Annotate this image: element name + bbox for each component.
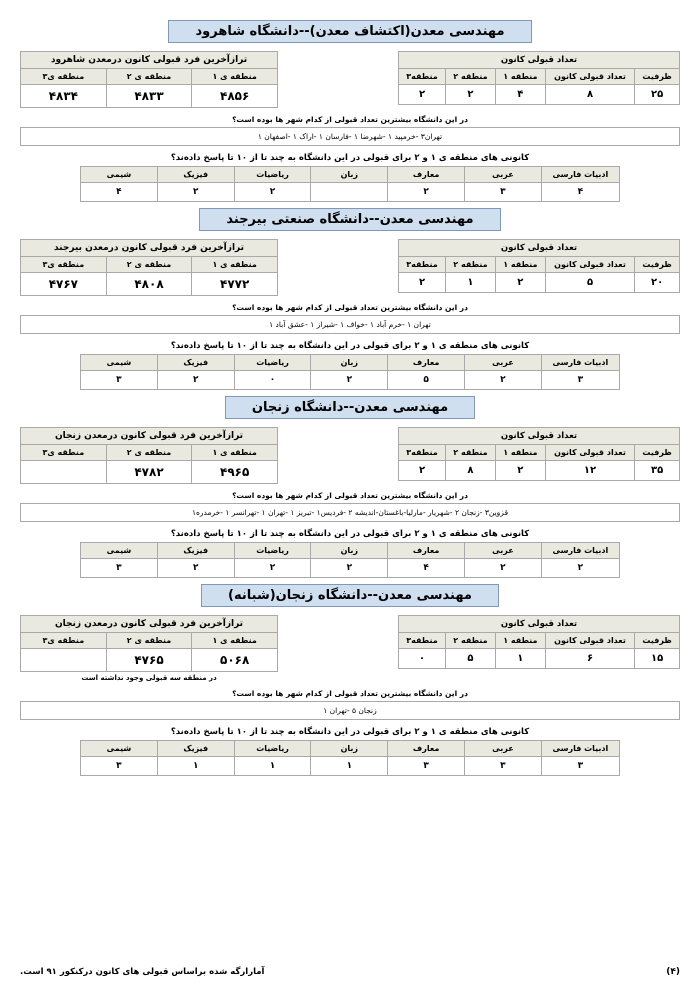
lesson-val-language: ۱ [311,757,388,776]
admissions-count-header: تعداد قبولی کانون [399,428,680,445]
taraz-col-zone3: منطقه ی۳ [21,257,107,273]
lesson-val-maaref: ۳ [388,757,465,776]
question-lessons: کانونی های منطقه ی ۱ و ۲ برای قبولی در این دانشگاه به چند تا از ۱۰ تا پاسخ داده‌ند؟ [170,153,530,163]
val-zone2: ۸ [446,461,496,481]
val-zone2: ۱ [446,273,496,293]
val-zone3: ۲ [399,273,446,293]
taraz-val-zone3 [21,461,107,484]
taraz-header: ترازآخرین فرد قبولی کانون درمعدن شاهرود [21,52,278,69]
taraz-val-zone2: ۴۷۸۲ [106,461,192,484]
page-number: (۴) [666,967,680,977]
lesson-col-maaref: معارف [388,167,465,183]
col-capacity: ظرفیت [635,69,680,85]
lesson-col-maaref: معارف [388,543,465,559]
section-title-text: مهندسی معدن(اکتشاف معدن)--دانشگاه شاهرود [168,20,531,43]
lesson-col-arabic: عربی [465,167,542,183]
lesson-col-math: ریاضیات [234,167,311,183]
val-kanoon-total: ۶ [545,649,634,669]
val-capacity: ۲۰ [635,273,680,293]
taraz-val-zone1: ۴۷۷۲ [192,273,278,296]
lesson-col-chemistry: شیمی [81,355,158,371]
val-zone2: ۵ [446,649,496,669]
lesson-val-chemistry: ۳ [81,371,158,390]
taraz-col-zone3: منطقه ی۳ [21,633,107,649]
val-capacity: ۲۵ [635,85,680,105]
taraz-val-zone2: ۴۷۶۵ [106,649,192,672]
question-city: در این دانشگاه بیشترین تعداد قبولی از کدام شهر ها بوده است؟ [232,303,468,312]
tables-row [20,239,680,296]
val-capacity: ۱۵ [635,649,680,669]
lesson-val-literature: ۴ [541,183,619,202]
question-city: در این دانشگاه بیشترین تعداد قبولی از کدام شهر ها بوده است؟ [232,689,468,698]
lesson-val-maaref: ۵ [388,371,465,390]
taraz-table [20,427,278,484]
taraz-with-note [20,615,278,682]
col-zone2: منطقه ۲ [446,257,496,273]
lesson-col-maaref: معارف [388,741,465,757]
admissions-count-table [398,427,680,481]
col-kanoon-total: تعداد قبولی کانون [545,69,634,85]
val-capacity: ۳۵ [635,461,680,481]
lesson-col-arabic: عربی [465,741,542,757]
lesson-val-physics: ۲ [157,183,234,202]
section-block [20,584,680,776]
taraz-col-zone3: منطقه ی۳ [21,69,107,85]
col-zone3: منطقه۳ [399,445,446,461]
taraz-col-zone1: منطقه ی ۱ [192,257,278,273]
lesson-val-math: ۲ [234,559,311,578]
col-capacity: ظرفیت [635,633,680,649]
taraz-header: ترازآخرین فرد قبولی کانون درمعدن بیرجند [21,240,278,257]
lesson-val-chemistry: ۳ [81,757,158,776]
lesson-val-literature: ۲ [541,559,619,578]
lesson-val-arabic: ۳ [465,757,542,776]
section-title [20,584,680,607]
lesson-col-language: زبان [311,355,388,371]
lesson-col-physics: فیزیک [157,355,234,371]
section-title-text: مهندسی معدن--دانشگاه زنجان [225,396,475,419]
lesson-val-language: ۲ [311,371,388,390]
lesson-val-language: ۲ [311,559,388,578]
lesson-val-literature: ۳ [541,757,619,776]
lesson-col-math: ریاضیات [234,741,311,757]
taraz-val-zone1: ۴۹۶۵ [192,461,278,484]
taraz-val-zone3: ۴۷۶۷ [21,273,107,296]
page-footer [20,967,680,977]
question-city: در این دانشگاه بیشترین تعداد قبولی از کدام شهر ها بوده است؟ [232,491,468,500]
taraz-val-zone3: ۴۸۳۴ [21,85,107,108]
taraz-col-zone2: منطقه ی ۲ [106,633,192,649]
val-zone1: ۲ [495,273,545,293]
col-zone2: منطقه ۲ [446,445,496,461]
section-block [20,396,680,578]
val-zone1: ۲ [495,461,545,481]
lesson-col-language: زبان [311,741,388,757]
col-capacity: ظرفیت [635,445,680,461]
lesson-col-literature: ادبیات فارسی [541,543,619,559]
zone3-no-admission-note: در منطقه سه قبولی وجود نداشته است [81,674,217,682]
lesson-col-arabic: عربی [465,355,542,371]
lesson-val-math: ۲ [234,183,311,202]
lesson-col-math: ریاضیات [234,543,311,559]
question-city: در این دانشگاه بیشترین تعداد قبولی از کدام شهر ها بوده است؟ [232,115,468,124]
taraz-table [20,239,278,296]
lessons-table [80,354,620,390]
section-title-text: مهندسی معدن--دانشگاه صنعتی بیرجند [199,208,500,231]
tables-row [20,427,680,484]
lesson-val-literature: ۳ [541,371,619,390]
col-zone1: منطقه ۱ [495,69,545,85]
taraz-val-zone3 [21,649,107,672]
cities-strip: تهران۳ -خرمپید ۱ -شهرضا ۱ -فارسان ۱ -اراک ۱ -اصفهان ۱ [20,127,680,146]
admissions-count-header: تعداد قبولی کانون [399,240,680,257]
lesson-val-physics: ۲ [157,559,234,578]
taraz-val-zone1: ۴۸۵۶ [192,85,278,108]
lesson-col-maaref: معارف [388,355,465,371]
tables-row [20,615,680,682]
val-zone3: ۲ [399,461,446,481]
footer-note: آمارارگه شده براساس قبولی های کانون درکنکور ۹۱ است. [20,967,265,977]
lesson-col-math: ریاضیات [234,355,311,371]
taraz-col-zone2: منطقه ی ۲ [106,445,192,461]
lessons-table [80,740,620,776]
cities-strip: قزوین۳ -زنجان ۲ -شهریار -مارلیا-باغستان-اندیشه ۲ -فردیس۱ -تبریز ۱ -تهران ۱ -تهرانسر ۱ -خرمدره۱ [20,503,680,522]
admissions-count-table [398,51,680,105]
lesson-val-arabic: ۲ [465,371,542,390]
col-zone1: منطقه ۱ [495,445,545,461]
lesson-val-math: ۰ [234,371,311,390]
admissions-count-table [398,239,680,293]
lesson-val-math: ۱ [234,757,311,776]
col-capacity: ظرفیت [635,257,680,273]
val-kanoon-total: ۵ [545,273,634,293]
taraz-col-zone2: منطقه ی ۲ [106,69,192,85]
lesson-col-chemistry: شیمی [81,741,158,757]
lesson-val-physics: ۱ [157,757,234,776]
lesson-val-language [311,183,388,202]
val-zone1: ۴ [495,85,545,105]
question-lessons: کانونی های منطقه ی ۱ و ۲ برای قبولی در این دانشگاه به چند تا از ۱۰ تا پاسخ داده‌ند؟ [170,727,530,737]
taraz-col-zone1: منطقه ی ۱ [192,69,278,85]
col-zone3: منطقه۳ [399,633,446,649]
lesson-val-arabic: ۳ [465,183,542,202]
question-lessons: کانونی های منطقه ی ۱ و ۲ برای قبولی در این دانشگاه به چند تا از ۱۰ تا پاسخ داده‌ند؟ [170,529,530,539]
lesson-val-physics: ۲ [157,371,234,390]
section-title-text: مهندسی معدن--دانشگاه زنجان(شبانه) [201,584,499,607]
val-zone2: ۲ [446,85,496,105]
admissions-count-header: تعداد قبولی کانون [399,616,680,633]
taraz-col-zone3: منطقه ی۳ [21,445,107,461]
taraz-val-zone2: ۴۸۳۳ [106,85,192,108]
lessons-table [80,166,620,202]
tables-row [20,51,680,108]
taraz-col-zone2: منطقه ی ۲ [106,257,192,273]
lesson-col-literature: ادبیات فارسی [541,355,619,371]
question-lessons: کانونی های منطقه ی ۱ و ۲ برای قبولی در این دانشگاه به چند تا از ۱۰ تا پاسخ داده‌ند؟ [170,341,530,351]
taraz-col-zone1: منطقه ی ۱ [192,445,278,461]
taraz-header: ترازآخرین فرد قبولی کانون درمعدن زنجان [21,616,278,633]
lesson-val-arabic: ۲ [465,559,542,578]
lesson-val-chemistry: ۳ [81,559,158,578]
section-title [20,396,680,419]
section-block [20,208,680,390]
lesson-col-arabic: عربی [465,543,542,559]
lesson-col-physics: فیزیک [157,167,234,183]
val-zone1: ۱ [495,649,545,669]
lesson-col-chemistry: شیمی [81,167,158,183]
val-kanoon-total: ۸ [545,85,634,105]
val-zone3: ۲ [399,85,446,105]
admissions-count-header: تعداد قبولی کانون [399,52,680,69]
col-kanoon-total: تعداد قبولی کانون [545,257,634,273]
section-title [20,208,680,231]
section-title [20,20,680,43]
col-zone2: منطقه ۲ [446,69,496,85]
col-kanoon-total: تعداد قبولی کانون [545,633,634,649]
col-zone1: منطقه ۱ [495,633,545,649]
admissions-count-table [398,615,680,669]
lesson-col-literature: ادبیات فارسی [541,741,619,757]
cities-strip: تهران ۱ -خرم آباد ۱ -خواف ۱ -شیراز ۱ -عشق آباد ۱ [20,315,680,334]
taraz-table [20,51,278,108]
lesson-val-maaref: ۴ [388,559,465,578]
col-kanoon-total: تعداد قبولی کانون [545,445,634,461]
lesson-col-physics: فیزیک [157,543,234,559]
lesson-val-chemistry: ۴ [81,183,158,202]
taraz-val-zone2: ۴۸۰۸ [106,273,192,296]
col-zone3: منطقه۳ [399,69,446,85]
lesson-col-language: زبان [311,543,388,559]
taraz-col-zone1: منطقه ی ۱ [192,633,278,649]
val-zone3: ۰ [399,649,446,669]
col-zone3: منطقه۳ [399,257,446,273]
taraz-table [20,615,278,672]
taraz-val-zone1: ۵۰۶۸ [192,649,278,672]
lesson-col-literature: ادبیات فارسی [541,167,619,183]
lesson-val-maaref: ۲ [388,183,465,202]
lesson-col-language: زبان [311,167,388,183]
lesson-col-physics: فیزیک [157,741,234,757]
lesson-col-chemistry: شیمی [81,543,158,559]
cities-strip: زنجان ۵ -تهران ۱ [20,701,680,720]
val-kanoon-total: ۱۲ [545,461,634,481]
lessons-table [80,542,620,578]
col-zone1: منطقه ۱ [495,257,545,273]
section-block [20,20,680,202]
taraz-header: ترازآخرین فرد قبولی کانون درمعدن زنجان [21,428,278,445]
col-zone2: منطقه ۲ [446,633,496,649]
